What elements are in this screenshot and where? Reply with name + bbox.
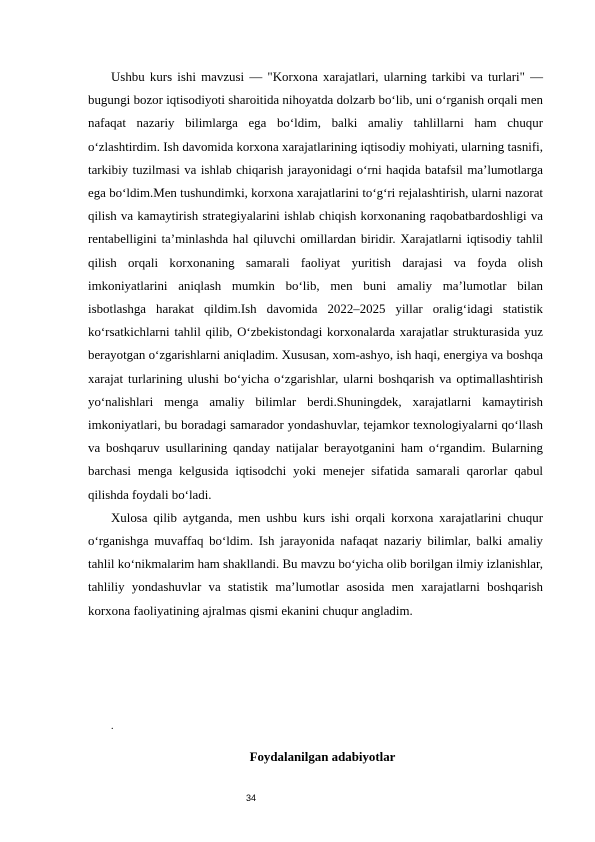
page-number: 34 [246, 793, 257, 803]
paragraph-conclusion-2: Xulosa qilib aytganda, men ushbu kurs ishi orqali korxona xarajatlarini chuqur o‘rganishga muvaffaq bo‘ldim. Ish jarayonida nafaqat nazariy bilimlar, balki amaliy tahlil ko‘nikmalarim ham shakllandi. Bu mavzu bo‘yicha olib borilgan ilmiy izlanishlar, tahliliy yondashuvlar va statistik ma’lumotlar asosida men xarajatlarni boshqarish korxona faoliyatining ajralmas qismi ekanini chuqur angladim. [88, 510, 543, 618]
body-text [88, 66, 543, 623]
paragraph-conclusion-1: Ushbu kurs ishi mavzusi — "Korxona xarajatlari, ularning tarkibi va turlari" — bugungi bozor iqtisodiyoti sharoitida nihoyatda dolzarb bo‘lib, uni o‘rganish orqali men nafaqat nazariy bilimlarga ega bo‘ldim, balki amaliy tahlillarni ham chuqur o‘zlashtirdim. Ish davomida korxona xarajatlarining iqtisodiy mohiyati, ularning tasnifi, tarkibiy tuzilmasi va ishlab chiqarish jarayonidagi o‘rni haqida batafsil ma’lumotlarga ega bo‘ldim.Men tushundimki, korxona xarajatlarini to‘g‘ri rejalashtirish, ularni nazorat qilish va kamaytirish strategiyalarini ishlab chiqish korxonaning raqobatbardoshligi va rentabelligini ta’minlashda hal qiluvchi omillardan biridir. Xarajatlarni iqtisodiy tahlil qilish orqali korxonaning samarali faoliyat yuritish darajasi va foyda olish imkoniyatlarini aniqlash mumkin bo‘lib, men buni amaliy ma’lumotlar bilan isbotlashga harakat qildim.Ish davomida 2022–2025 yillar oralig‘idagi statistik ko‘rsatkichlarni tahlil qilib, O‘zbekistondagi korxonalarda xarajatlar strukturasida yuz berayotgan o‘zgarishlarni aniqladim. Xususan, xom-ashyo, ish haqi, energiya va boshqa xarajat turlarining ulushi bo‘yicha o‘zgarishlar, ularni boshqarish va optimallashtirish yo‘nalishlari menga amaliy bilimlar berdi.Shuningdek, xarajatlarni kamaytirish imkoniyatlari, bu boradagi samarador yondashuvlar, tejamkor texnologiyalarni qo‘llash va boshqaruv usullarining qanday natijalar berayotganini ham o‘rgandim. Bularning barchasi menga kelgusida iqtisodchi yoki menejer sifatida samarali qarorlar qabul qilishda foydali bo‘ladi. [88, 70, 543, 502]
stray-dot: . [111, 721, 114, 732]
references-heading: Foydalanilgan adabiyotlar [249, 750, 396, 764]
